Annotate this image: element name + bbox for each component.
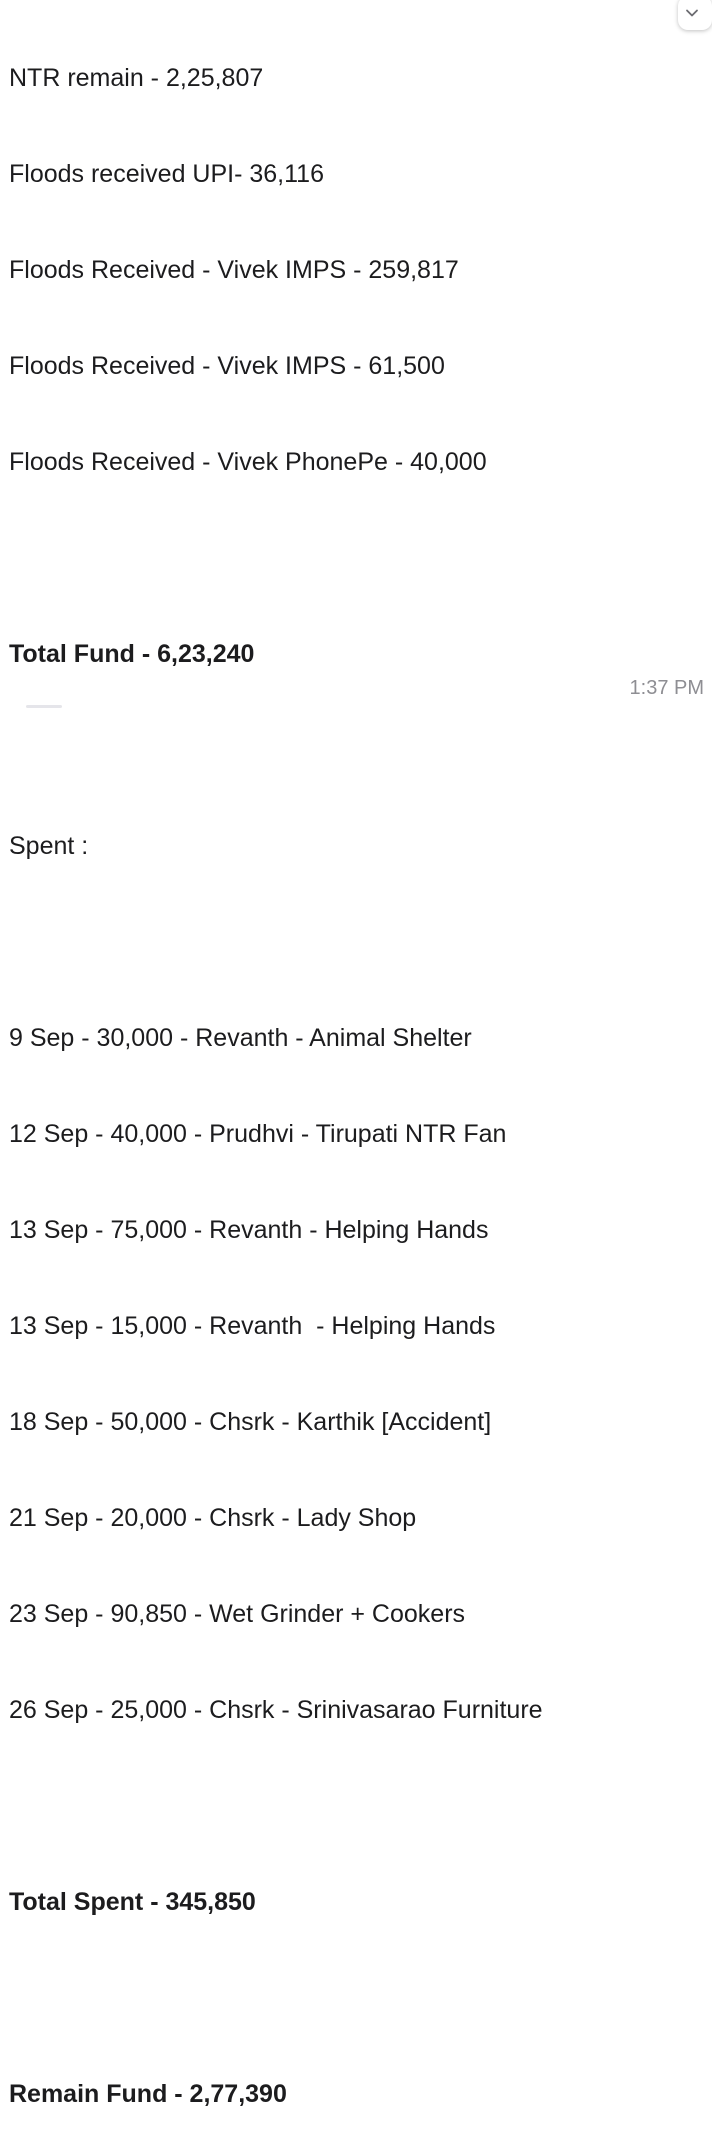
total-spent: Total Spent - 345,850 (9, 1888, 256, 1916)
spacer (9, 1982, 543, 2014)
chevron-down-icon (685, 6, 699, 20)
fund-line: NTR remain - 2,25,807 (9, 64, 264, 92)
spent-line: 23 Sep - 90,850 - Wet Grinder + Cookers (9, 1600, 466, 1628)
spent-heading: Spent : (9, 832, 89, 860)
fund-line: Floods Received - Vivek IMPS - 61,500 (9, 352, 445, 380)
spent-line: 13 Sep - 75,000 - Revanth - Helping Hands (9, 1216, 489, 1244)
spacer (9, 926, 543, 958)
fund-line: Floods received UPI- 36,116 (9, 160, 324, 188)
message-body (9, 0, 543, 2142)
fund-line: Floods Received - Vivek IMPS - 259,817 (9, 256, 459, 284)
spent-line: 12 Sep - 40,000 - Prudhvi - Tirupati NTR Fan (9, 1120, 507, 1148)
spacer (9, 542, 543, 574)
next-message-edge (26, 705, 62, 708)
remain-fund: Remain Fund - 2,77,390 (9, 2080, 287, 2108)
message-options-button[interactable] (678, 0, 712, 30)
spent-line: 13 Sep - 15,000 - Revanth - Helping Hands (9, 1312, 496, 1340)
spent-line: 9 Sep - 30,000 - Revanth - Animal Shelter (9, 1024, 472, 1052)
message-timestamp: 1:37 PM (629, 677, 704, 699)
spent-line: 21 Sep - 20,000 - Chsrk - Lady Shop (9, 1504, 417, 1532)
spacer (9, 734, 543, 766)
spent-line: 18 Sep - 50,000 - Chsrk - Karthik [Accident] (9, 1408, 492, 1436)
fund-line: Floods Received - Vivek PhonePe - 40,000 (9, 448, 487, 476)
spacer (9, 1790, 543, 1822)
spent-line: 26 Sep - 25,000 - Chsrk - Srinivasarao Furniture (9, 1696, 543, 1724)
total-fund: Total Fund - 6,23,240 (9, 640, 255, 668)
